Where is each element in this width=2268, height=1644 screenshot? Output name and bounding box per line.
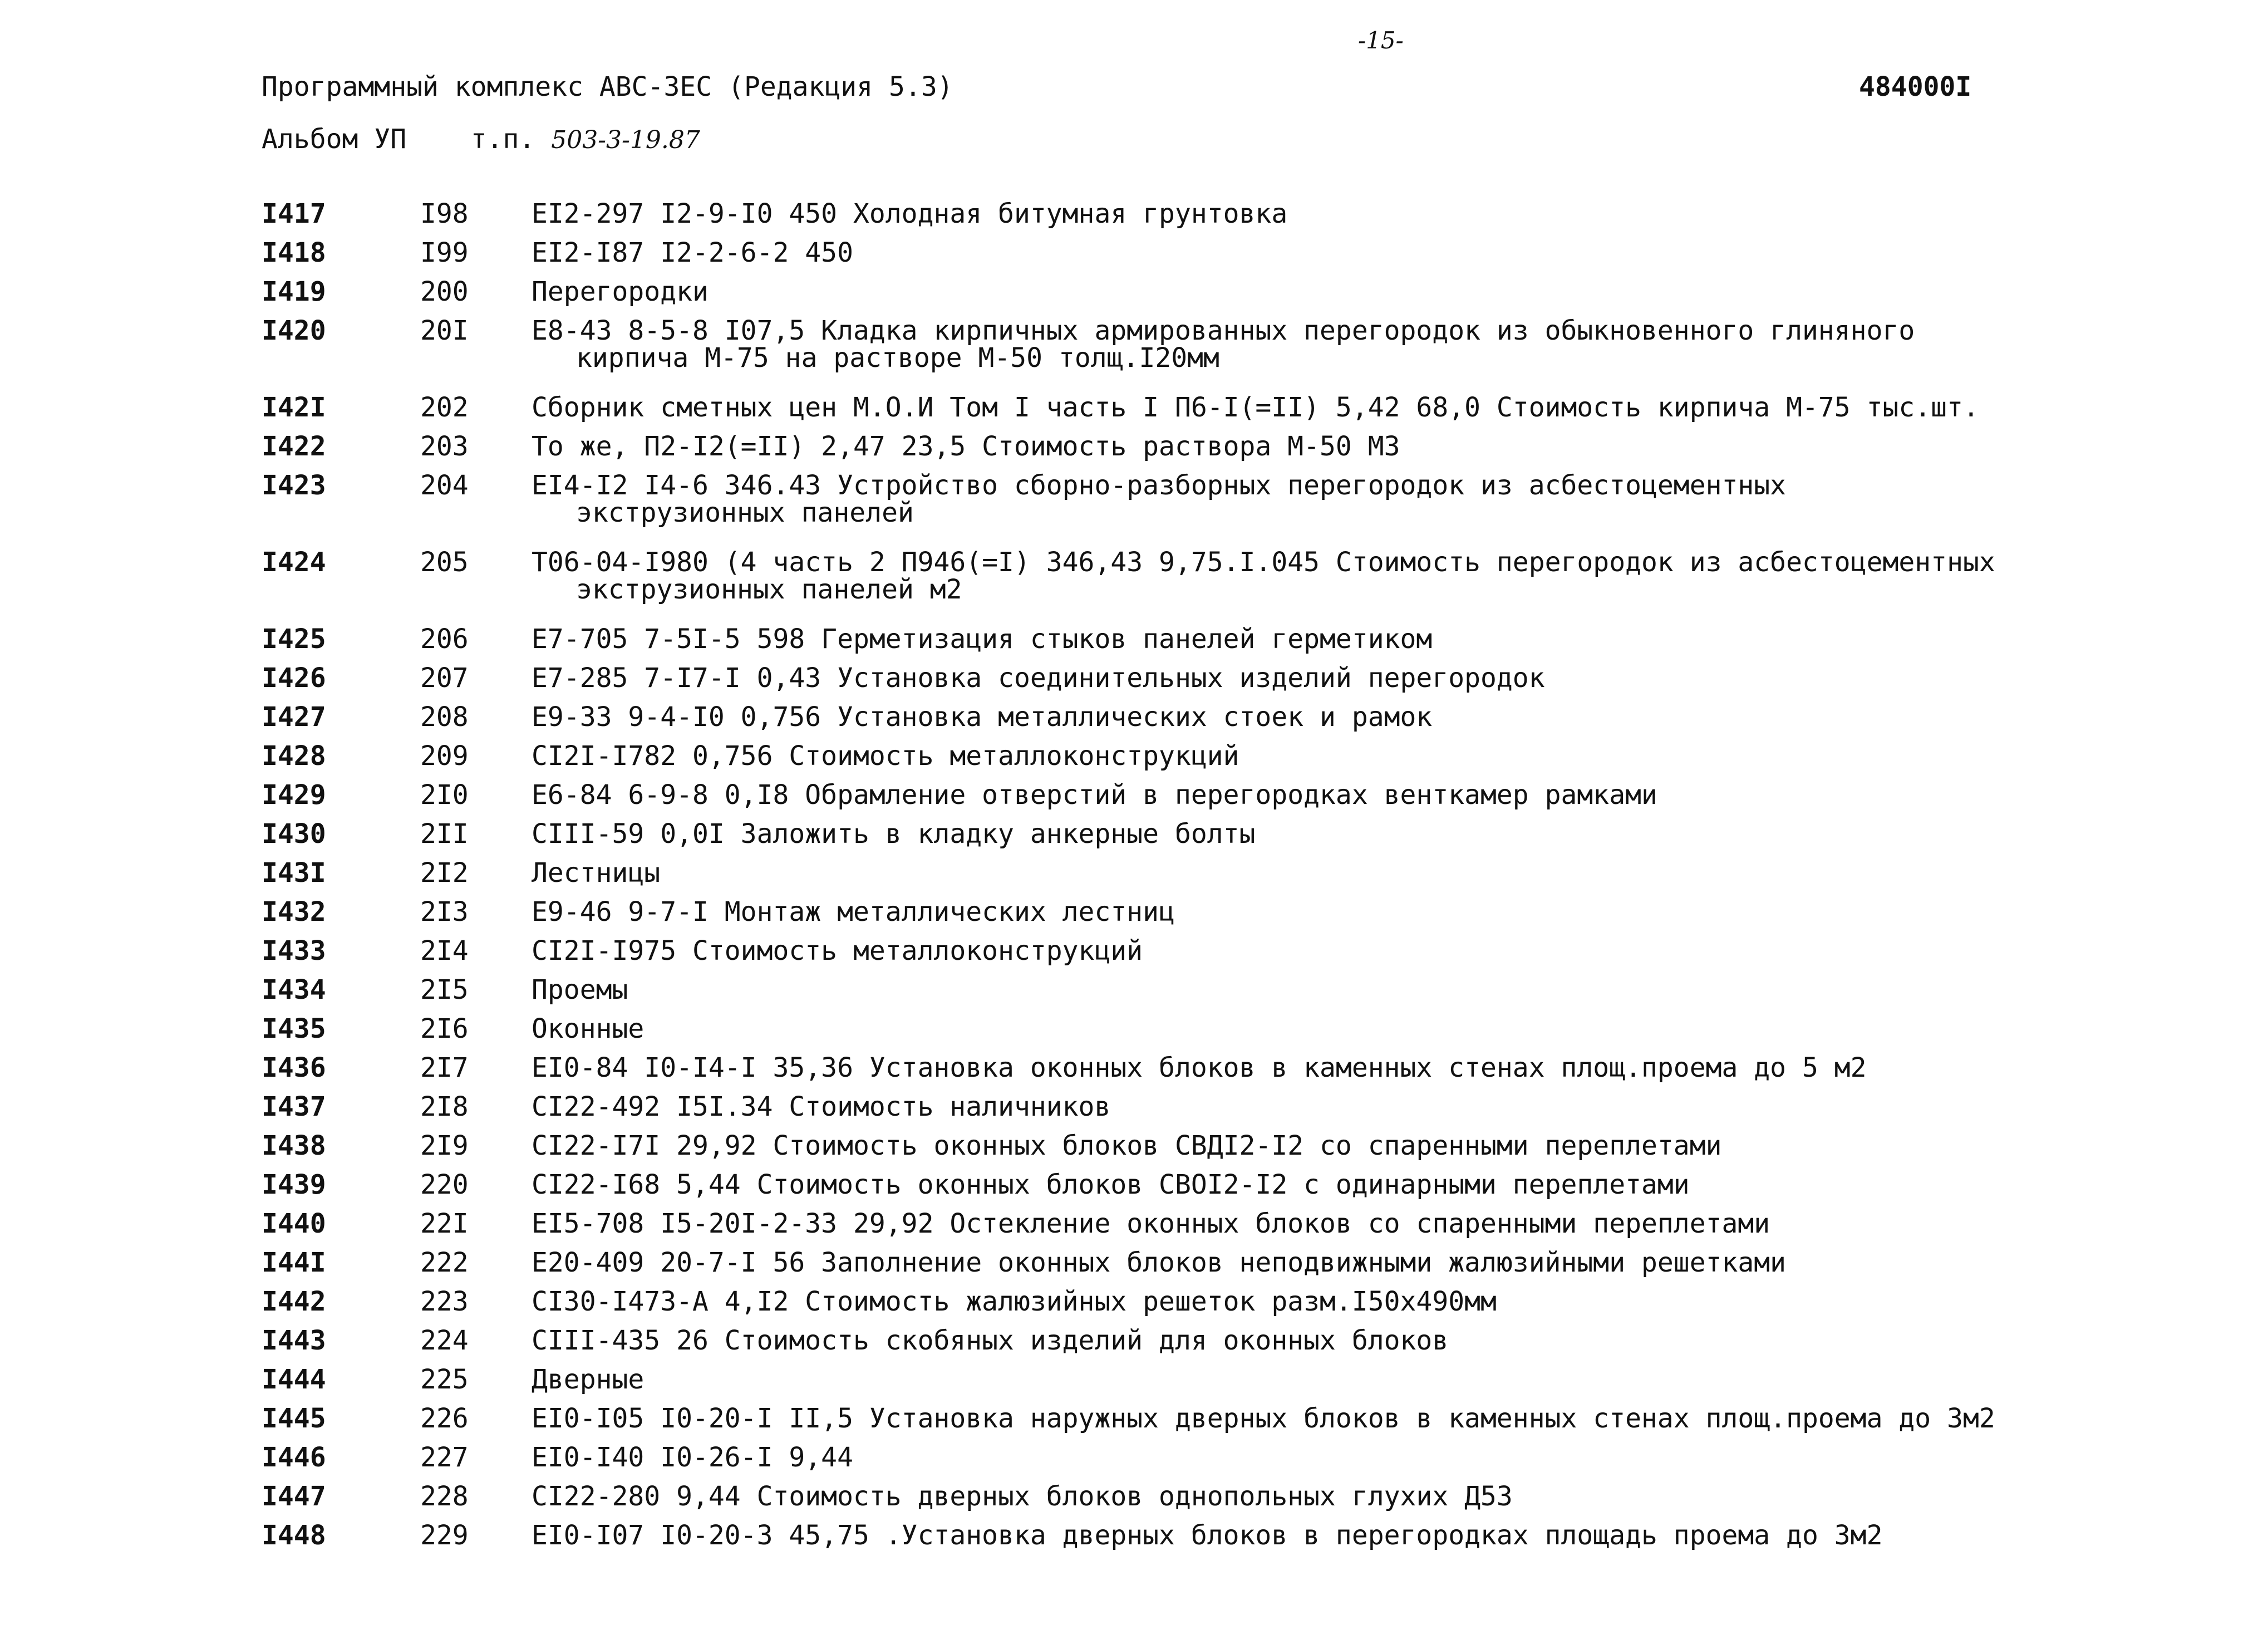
row-number: I425 xyxy=(262,624,326,655)
row-text: CI30-I473-А 4,I2 Стоимость жалюзийных решеток разм.I50x490мм xyxy=(532,1286,1497,1317)
row-text-block xyxy=(532,897,2201,926)
row-text: E9-33 9-4-I0 0,756 Установка металлических стоек и рамок xyxy=(532,701,1433,733)
row-text-block xyxy=(532,1014,2201,1043)
row-text-block xyxy=(532,625,2201,654)
row-text: Оконные xyxy=(532,1013,645,1044)
row-text-block xyxy=(532,1443,2201,1472)
row-text: E9-46 9-7-I Монтаж металлических лестниц xyxy=(532,896,1175,927)
row-text: CI2I-I782 0,756 Стоимость металлоконструкций xyxy=(532,740,1239,772)
list-item xyxy=(262,1443,2210,1482)
row-position: 22I xyxy=(420,1208,469,1239)
list-item xyxy=(262,1287,2210,1326)
row-text: CI22-I68 5,44 Стоимость оконных блоков СВОI2-I2 с одинарными переплетами xyxy=(532,1169,1690,1200)
row-number: I433 xyxy=(262,935,326,966)
row-text: EI2-I87 I2-2-6-2 450 xyxy=(532,237,853,268)
row-number: I417 xyxy=(262,198,326,229)
row-position: 227 xyxy=(420,1442,469,1473)
row-text-block xyxy=(532,393,2201,422)
row-position: 222 xyxy=(420,1247,469,1278)
row-number: I440 xyxy=(262,1208,326,1239)
list-item xyxy=(262,238,2210,277)
row-text-block xyxy=(532,315,2201,374)
album-label: Альбом УП xyxy=(262,124,407,155)
list-item xyxy=(262,393,2210,432)
row-text: CI22-280 9,44 Стоимость дверных блоков однопольных глухих Д53 xyxy=(532,1481,1513,1512)
row-position: 205 xyxy=(420,547,469,578)
row-position: 2II xyxy=(420,818,469,850)
list-item xyxy=(262,1521,2210,1560)
row-text: EI5-708 I5-20I-2-33 29,92 Остекление оконных блоков со спаренными переплетами xyxy=(532,1208,1770,1239)
row-text-block xyxy=(532,1521,2201,1550)
row-text-block xyxy=(532,1365,2201,1394)
row-number: I424 xyxy=(262,547,326,578)
row-text: E6-84 6-9-8 0,I8 Обрамление отверстий в перегородках венткамер рамками xyxy=(532,779,1657,811)
row-text-block xyxy=(532,1053,2201,1082)
row-text: CIII-59 0,0I Заложить в кладку анкерные болты xyxy=(532,818,1256,850)
row-text-block xyxy=(532,664,2201,693)
row-position: 206 xyxy=(420,624,469,655)
row-number: I418 xyxy=(262,237,326,268)
document-code: 484000I xyxy=(1859,71,1972,102)
row-number: I427 xyxy=(262,701,326,733)
row-number: I428 xyxy=(262,740,326,772)
row-text-block xyxy=(532,858,2201,887)
row-position: 2I0 xyxy=(420,779,469,811)
row-position: 223 xyxy=(420,1286,469,1317)
list-item xyxy=(262,1404,2210,1443)
row-text: EI2-297 I2-9-I0 450 Холодная битумная грунтовка xyxy=(532,198,1288,229)
row-text-block xyxy=(532,1248,2201,1277)
row-position: 203 xyxy=(420,431,469,462)
row-text-block xyxy=(532,1092,2201,1121)
list-item xyxy=(262,199,2210,238)
row-text-block xyxy=(532,936,2201,965)
row-position: 2I9 xyxy=(420,1130,469,1161)
list-item xyxy=(262,277,2210,316)
row-text-continuation: кирпича М-75 на растворе М-50 толщ.I20мм xyxy=(576,342,1219,374)
row-text-block xyxy=(532,819,2201,848)
row-text-block xyxy=(532,742,2201,771)
list-item xyxy=(262,1092,2210,1131)
row-number: I445 xyxy=(262,1403,326,1434)
row-position: 220 xyxy=(420,1169,469,1200)
row-text-continuation: экструзионных панелей xyxy=(576,497,914,528)
row-text: EI0-I40 I0-26-I 9,44 xyxy=(532,1442,853,1473)
row-number: I435 xyxy=(262,1013,326,1044)
row-position: 20I xyxy=(420,315,469,346)
row-text-block xyxy=(532,1326,2201,1355)
list-item xyxy=(262,703,2210,742)
row-text: EI0-I07 I0-20-3 45,75 .Установка дверных блоков в перегородках площадь проема до 3м2 xyxy=(532,1520,1883,1551)
row-position: 225 xyxy=(420,1364,469,1395)
list-item xyxy=(262,1014,2210,1053)
list-item xyxy=(262,1209,2210,1248)
row-position: 224 xyxy=(420,1325,469,1356)
row-number: I420 xyxy=(262,315,326,346)
row-position: 2I4 xyxy=(420,935,469,966)
row-text-block xyxy=(532,975,2201,1004)
row-number: I443 xyxy=(262,1325,326,1356)
list-item xyxy=(262,471,2210,548)
list-item xyxy=(262,1170,2210,1209)
row-text: CI2I-I975 Стоимость металлоконструкций xyxy=(532,935,1143,966)
row-number: I438 xyxy=(262,1130,326,1161)
row-number: I42I xyxy=(262,392,326,423)
row-text: Проемы xyxy=(532,974,628,1005)
row-position: 2I6 xyxy=(420,1013,469,1044)
row-position: I99 xyxy=(420,237,469,268)
row-text-block xyxy=(532,781,2201,809)
row-text: CIII-435 26 Стоимость скобяных изделий для оконных блоков xyxy=(532,1325,1449,1356)
row-text-block xyxy=(532,432,2201,461)
row-number: I439 xyxy=(262,1169,326,1200)
row-position: 2I8 xyxy=(420,1091,469,1122)
row-text: E7-705 7-5I-5 598 Герметизация стыков панелей герметиком xyxy=(532,624,1433,655)
tp-value: 503-3-19.87 xyxy=(551,126,700,154)
row-text-block xyxy=(532,1404,2201,1433)
row-text-block xyxy=(532,547,2201,605)
row-text: E7-285 7-I7-I 0,43 Установка соединительных изделий перегородок xyxy=(532,662,1545,694)
row-number: I429 xyxy=(262,779,326,811)
row-text-block xyxy=(532,1170,2201,1199)
row-number: I430 xyxy=(262,818,326,850)
row-text-block xyxy=(532,703,2201,732)
list-item xyxy=(262,1053,2210,1092)
row-text-block xyxy=(532,1287,2201,1316)
row-text-block xyxy=(532,199,2201,228)
row-number: I448 xyxy=(262,1520,326,1551)
list-item xyxy=(262,316,2210,393)
row-text: Дверные xyxy=(532,1364,645,1395)
row-text: Перегородки xyxy=(532,276,709,307)
row-text: Лестницы xyxy=(532,857,661,889)
list-item xyxy=(262,664,2210,703)
list-item xyxy=(262,819,2210,858)
list-item xyxy=(262,432,2210,471)
row-number: I447 xyxy=(262,1481,326,1512)
list-item xyxy=(262,1482,2210,1521)
row-text-block xyxy=(532,238,2201,267)
estimate-list xyxy=(262,199,2210,1560)
row-text-block xyxy=(532,277,2201,306)
list-item xyxy=(262,781,2210,819)
row-text: CI22-I7I 29,92 Стоимость оконных блоков СВДI2-I2 со спаренными переплетами xyxy=(532,1130,1722,1161)
tp-label: т.п. xyxy=(470,124,535,155)
row-text-block xyxy=(532,471,2201,526)
row-position: I98 xyxy=(420,198,469,229)
list-item xyxy=(262,1326,2210,1365)
album-line xyxy=(262,124,700,155)
row-text: EI0-84 I0-I4-I 35,36 Установка оконных блоков в каменных стенах площ.проема до 5 м2 xyxy=(532,1052,1867,1083)
row-position: 229 xyxy=(420,1520,469,1551)
row-position: 226 xyxy=(420,1403,469,1434)
row-position: 208 xyxy=(420,701,469,733)
row-text: То же, П2-I2(=II) 2,47 23,5 Стоимость раствора М-50 М3 xyxy=(532,431,1400,462)
row-position: 2I7 xyxy=(420,1052,469,1083)
list-item xyxy=(262,936,2210,975)
program-title: Программный комплекс АВС-3ЕС (Редакция 5.3) xyxy=(262,71,953,102)
list-item xyxy=(262,1248,2210,1287)
row-position: 200 xyxy=(420,276,469,307)
row-text: Сборник сметных цен М.О.И Том I часть I П6-I(=II) 5,42 68,0 Стоимость кирпича М-75 тыс.шт. xyxy=(532,392,1979,423)
row-number: I426 xyxy=(262,662,326,694)
list-item xyxy=(262,858,2210,897)
row-number: I444 xyxy=(262,1364,326,1395)
row-number: I442 xyxy=(262,1286,326,1317)
row-number: I446 xyxy=(262,1442,326,1473)
row-text: Т06-04-I980 (4 часть 2 П946(=I) 346,43 9,75.I.045 Стоимость перегородок из асбестоцементных xyxy=(532,547,1995,578)
list-item xyxy=(262,1365,2210,1404)
list-item xyxy=(262,625,2210,664)
list-item xyxy=(262,548,2210,625)
row-position: 2I2 xyxy=(420,857,469,889)
row-text: EI4-I2 I4-6 346.43 Устройство сборно-разборных перегородок из асбестоцементных xyxy=(532,470,1787,501)
row-number: I419 xyxy=(262,276,326,307)
row-position: 202 xyxy=(420,392,469,423)
row-text-continuation: экструзионных панелей м2 xyxy=(576,574,962,605)
row-text-block xyxy=(532,1209,2201,1238)
row-position: 204 xyxy=(420,470,469,501)
list-item xyxy=(262,742,2210,781)
page-number: -15- xyxy=(1358,27,1404,54)
row-number: I432 xyxy=(262,896,326,927)
list-item xyxy=(262,1131,2210,1170)
row-position: 209 xyxy=(420,740,469,772)
row-number: I44I xyxy=(262,1247,326,1278)
row-number: I422 xyxy=(262,431,326,462)
row-position: 207 xyxy=(420,662,469,694)
row-text: CI22-492 I5I.34 Стоимость наличников xyxy=(532,1091,1111,1122)
list-item xyxy=(262,897,2210,936)
row-text-block xyxy=(532,1482,2201,1511)
row-position: 228 xyxy=(420,1481,469,1512)
list-item xyxy=(262,975,2210,1014)
row-text: E20-409 20-7-I 56 Заполнение оконных блоков неподвижными жалюзийными решетками xyxy=(532,1247,1787,1278)
row-number: I43I xyxy=(262,857,326,889)
row-number: I434 xyxy=(262,974,326,1005)
row-number: I423 xyxy=(262,470,326,501)
row-text-block xyxy=(532,1131,2201,1160)
row-text: E8-43 8-5-8 I07,5 Кладка кирпичных армированных перегородок из обыкновенного глиняного xyxy=(532,315,1915,346)
row-number: I437 xyxy=(262,1091,326,1122)
row-position: 2I5 xyxy=(420,974,469,1005)
row-text: EI0-I05 I0-20-I II,5 Установка наружных дверных блоков в каменных стенах площ.проема до 3м2 xyxy=(532,1403,1995,1434)
row-number: I436 xyxy=(262,1052,326,1083)
row-position: 2I3 xyxy=(420,896,469,927)
